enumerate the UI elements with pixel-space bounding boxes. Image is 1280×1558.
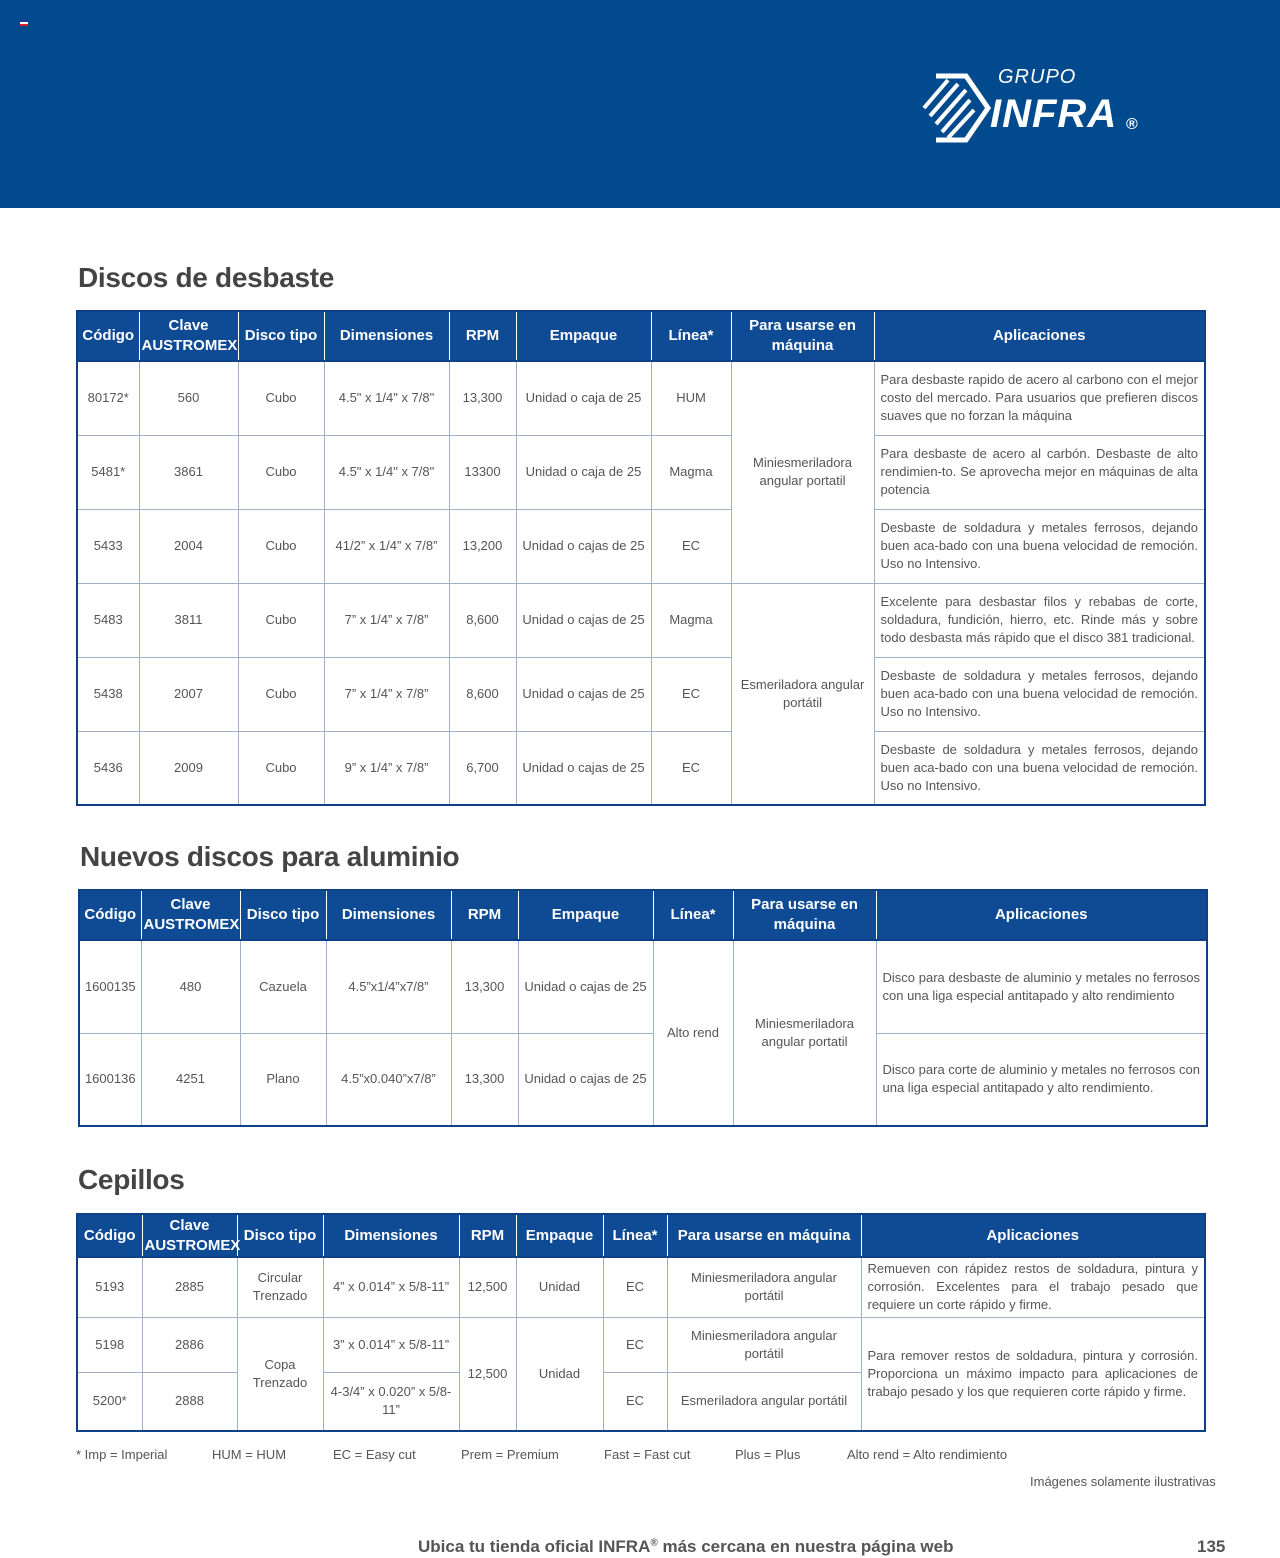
logo-grupo-text: GRUPO [998, 66, 1077, 88]
page-number: 135 [1197, 1537, 1226, 1556]
header-linea: Línea* [603, 1214, 667, 1257]
footer-registered: ® [650, 1537, 658, 1549]
table-cepillos [76, 1213, 1206, 1432]
cell-dimensiones: 7” x 1/4” x 7/8” [324, 657, 449, 731]
flag-icon [20, 20, 28, 26]
cell-codigo: 80172* [77, 361, 139, 435]
cell-linea: EC [651, 731, 731, 805]
cell-empaque: Unidad o cajas de 25 [518, 1033, 653, 1126]
table-row [77, 435, 1205, 509]
legend-item: Prem = Premium [461, 1447, 559, 1462]
header-aplicaciones: Aplicaciones [861, 1214, 1205, 1257]
cell-clave: 560 [139, 361, 238, 435]
cell-maquina: Esmeriladora angular portátil [667, 1372, 861, 1431]
cell-tipo: Cubo [238, 361, 324, 435]
cell-clave: 3811 [139, 583, 238, 657]
cell-aplicaciones: Desbaste de soldadura y metales ferrosos, dejando buen aca-bado con una buena velocidad de remoción. Uso no Intensivo. [874, 509, 1205, 583]
cell-codigo: 5193 [77, 1257, 142, 1317]
logo-registered-mark: ® [1126, 116, 1138, 133]
section-title-desbaste: Discos de desbaste [78, 262, 335, 293]
cell-tipo: Cazuela [240, 940, 326, 1033]
header-maquina: Para usarse en máquina [733, 890, 876, 940]
table-desbaste [76, 310, 1206, 806]
header-disco-tipo: Disco tipo [237, 1214, 323, 1257]
cell-rpm: 13300 [449, 435, 516, 509]
cell-empaque: Unidad o cajas de 25 [516, 509, 651, 583]
cell-codigo: 5200* [77, 1372, 142, 1431]
cell-rpm: 13,300 [449, 361, 516, 435]
cell-clave: 3861 [139, 435, 238, 509]
cell-empaque: Unidad o caja de 25 [516, 361, 651, 435]
cell-clave: 2885 [142, 1257, 237, 1317]
cell-dimensiones: 7” x 1/4” x 7/8” [324, 583, 449, 657]
cell-dimensiones: 4.5”x1/4”x7/8” [326, 940, 451, 1033]
cell-empaque: Unidad o cajas de 25 [518, 940, 653, 1033]
header-rpm: RPM [449, 311, 516, 361]
header-clave: Clave AUSTROMEX [139, 311, 238, 361]
legend-item: HUM = HUM [212, 1447, 287, 1462]
header-disco-tipo: Disco tipo [238, 311, 324, 361]
section-title-aluminio: Nuevos discos para aluminio [80, 841, 460, 872]
cell-rpm: 13,200 [449, 509, 516, 583]
logo-infra-text: INFRA [990, 92, 1118, 136]
cell-maquina: Esmeriladora angular portátil [731, 583, 874, 805]
footer-text-part1: Ubica tu tienda oficial INFRA [418, 1537, 651, 1556]
cell-linea: Magma [651, 583, 731, 657]
table-row [77, 731, 1205, 805]
cell-tipo: Cubo [238, 435, 324, 509]
cell-codigo: 5438 [77, 657, 139, 731]
table-aluminio [78, 889, 1208, 1127]
cell-rpm: 8,600 [449, 657, 516, 731]
header-band [0, 0, 1280, 208]
cell-dimensiones: 4.5" x 1/4" x 7/8" [324, 435, 449, 509]
cell-rpm: 13,300 [451, 1033, 518, 1126]
cell-aplicaciones: Disco para desbaste de aluminio y metales no ferrosos con una liga especial antitapado y alto rendimiento [876, 940, 1207, 1033]
header-clave: Clave AUSTROMEX [141, 890, 240, 940]
table-header-row [77, 1214, 1205, 1257]
cell-linea: HUM [651, 361, 731, 435]
cell-tipo: Plano [240, 1033, 326, 1126]
header-empaque: Empaque [518, 890, 653, 940]
header-disco-tipo: Disco tipo [240, 890, 326, 940]
legend-item: Plus = Plus [735, 1447, 801, 1462]
cell-linea: EC [603, 1317, 667, 1372]
header-codigo: Código [79, 890, 141, 940]
cell-linea: EC [651, 509, 731, 583]
cell-codigo: 5433 [77, 509, 139, 583]
cell-aplicaciones: Para remover restos de soldadura, pintura y corrosión. Proporciona un máximo impacto para aplicaciones de trabajo pesado y los que requieren corte rápido y firme. [861, 1317, 1205, 1431]
cell-maquina: Miniesmeriladora angular portátil [667, 1257, 861, 1317]
header-empaque: Empaque [516, 311, 651, 361]
cell-dimensiones: 3” x 0.014” x 5/8-11” [323, 1317, 459, 1372]
cell-linea: Magma [651, 435, 731, 509]
table-row [79, 940, 1207, 1033]
illustrative-note: Imágenes solamente ilustrativas [1030, 1474, 1216, 1489]
header-rpm: RPM [451, 890, 518, 940]
cell-rpm: 12,500 [459, 1317, 516, 1431]
cell-tipo: Cubo [238, 731, 324, 805]
footer-store-text[interactable] [418, 1537, 953, 1557]
table-row [77, 509, 1205, 583]
header-rpm: RPM [459, 1214, 516, 1257]
cell-maquina: Miniesmeriladora angular portatil [731, 361, 874, 583]
cell-linea: EC [603, 1372, 667, 1431]
cell-aplicaciones: Para desbaste de acero al carbón. Desbaste de alto rendimien-to. Se aprovecha mejor en máquinas de alta potencia [874, 435, 1205, 509]
cell-clave: 2007 [139, 657, 238, 731]
header-dimensiones: Dimensiones [324, 311, 449, 361]
cell-rpm: 12,500 [459, 1257, 516, 1317]
cell-clave: 2886 [142, 1317, 237, 1372]
cell-aplicaciones: Desbaste de soldadura y metales ferrosos, dejando buen aca-bado con una buena velocidad de remoción. Uso no Intensivo. [874, 657, 1205, 731]
cell-aplicaciones: Desbaste de soldadura y metales ferrosos, dejando buen aca-bado con una buena velocidad de remoción. Uso no Intensivo. [874, 731, 1205, 805]
cell-dimensiones: 41/2” x 1/4” x 7/8” [324, 509, 449, 583]
cell-tipo: Circular Trenzado [237, 1257, 323, 1317]
cell-tipo: Cubo [238, 583, 324, 657]
cell-empaque: Unidad [516, 1317, 603, 1431]
cell-rpm: 13,300 [451, 940, 518, 1033]
cell-dimensiones: 4-3/4” x 0.020” x 5/8-11” [323, 1372, 459, 1431]
header-maquina: Para usarse en máquina [731, 311, 874, 361]
infra-emblem-icon [918, 70, 994, 146]
cell-empaque: Unidad o cajas de 25 [516, 657, 651, 731]
legend-item: Fast = Fast cut [604, 1447, 691, 1462]
cell-codigo: 5198 [77, 1317, 142, 1372]
cell-aplicaciones: Excelente para desbastar filos y rebabas de corte, soldadura, fundición, hierro, etc. Rinde más y sobre todo desbasta más rápido que el disco 381 tradicional. [874, 583, 1205, 657]
cell-aplicaciones: Disco para corte de aluminio y metales no ferrosos con una liga especial antitapado y alto rendimiento. [876, 1033, 1207, 1126]
header-aplicaciones: Aplicaciones [874, 311, 1205, 361]
cell-codigo: 5436 [77, 731, 139, 805]
grupo-infra-logo[interactable] [918, 66, 1158, 152]
cell-empaque: Unidad o cajas de 25 [516, 583, 651, 657]
header-maquina: Para usarse en máquina [667, 1214, 861, 1257]
cell-tipo: Cubo [238, 657, 324, 731]
table-row [77, 1257, 1205, 1317]
cell-dimensiones: 4.5" x 1/4" x 7/8" [324, 361, 449, 435]
header-aplicaciones: Aplicaciones [876, 890, 1207, 940]
cell-linea: EC [603, 1257, 667, 1317]
header-linea: Línea* [651, 311, 731, 361]
cell-maquina: Miniesmeriladora angular portátil [667, 1317, 861, 1372]
header-dimensiones: Dimensiones [326, 890, 451, 940]
cell-linea: EC [651, 657, 731, 731]
table-row [77, 657, 1205, 731]
legend-item: * Imp = Imperial [76, 1447, 168, 1462]
cell-dimensiones: 4.5”x0.040”x7/8” [326, 1033, 451, 1126]
cell-dimensiones: 9” x 1/4” x 7/8” [324, 731, 449, 805]
cell-empaque: Unidad [516, 1257, 603, 1317]
cell-clave: 4251 [141, 1033, 240, 1126]
cell-rpm: 8,600 [449, 583, 516, 657]
cell-clave: 480 [141, 940, 240, 1033]
cell-codigo: 1600136 [79, 1033, 141, 1126]
cell-codigo: 5483 [77, 583, 139, 657]
section-title-cepillos: Cepillos [78, 1164, 185, 1195]
cell-aplicaciones: Para desbaste rapido de acero al carbono con el mejor costo del mercado. Para usuarios que prefieren discos suaves que no forzan la máquina [874, 361, 1205, 435]
header-clave: Clave AUSTROMEX [142, 1214, 237, 1257]
cell-codigo: 5481* [77, 435, 139, 509]
table-header-row [79, 890, 1207, 940]
cell-aplicaciones: Remueven con rápidez restos de soldadura, pintura y corrosión. Excelentes para el trabajo pesado que requiere un corte rápido y firme. [861, 1257, 1205, 1317]
cell-clave: 2009 [139, 731, 238, 805]
header-codigo: Código [77, 1214, 142, 1257]
footer-text-part2: más cercana en nuestra página web [657, 1537, 954, 1556]
header-dimensiones: Dimensiones [323, 1214, 459, 1257]
table-row [79, 1033, 1207, 1126]
cell-dimensiones: 4” x 0.014” x 5/8-11” [323, 1257, 459, 1317]
cell-linea: Alto rend [653, 940, 733, 1126]
legend-item: Alto rend = Alto rendimiento [847, 1447, 1008, 1462]
cell-tipo: Copa Trenzado [237, 1317, 323, 1431]
table-header-row [77, 311, 1205, 361]
table-row [77, 361, 1205, 435]
cell-clave: 2888 [142, 1372, 237, 1431]
cell-tipo: Cubo [238, 509, 324, 583]
table-row [77, 1317, 1205, 1372]
header-empaque: Empaque [516, 1214, 603, 1257]
cell-rpm: 6,700 [449, 731, 516, 805]
header-codigo: Código [77, 311, 139, 361]
cell-empaque: Unidad o caja de 25 [516, 435, 651, 509]
cell-maquina: Miniesmeriladora angular portatil [733, 940, 876, 1126]
table-row [77, 583, 1205, 657]
cell-codigo: 1600135 [79, 940, 141, 1033]
header-linea: Línea* [653, 890, 733, 940]
legend-item: EC = Easy cut [333, 1447, 416, 1462]
cell-empaque: Unidad o cajas de 25 [516, 731, 651, 805]
cell-clave: 2004 [139, 509, 238, 583]
